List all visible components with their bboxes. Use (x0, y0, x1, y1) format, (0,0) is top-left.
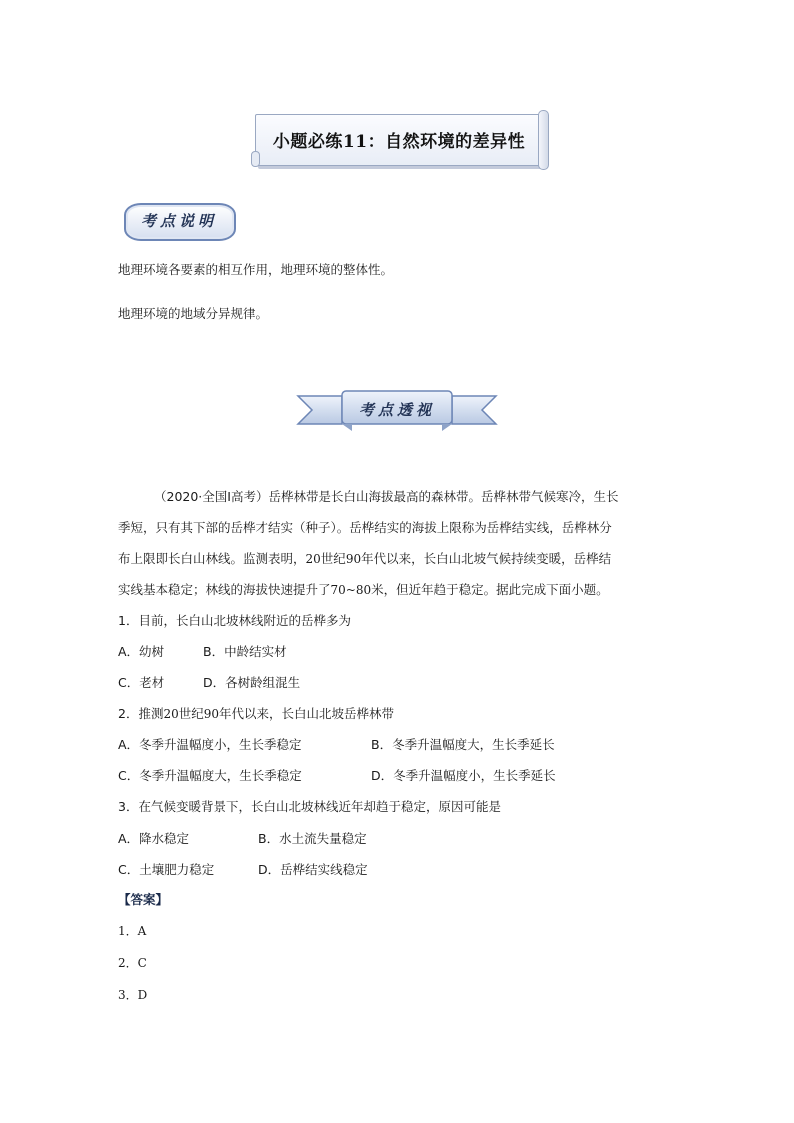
title-banner (255, 114, 543, 166)
section-badge-perspective (296, 388, 498, 434)
scroll-curl-left (251, 151, 260, 167)
passage-text: 布上限即长白山林线。监测表明， (118, 551, 306, 566)
passage-number: 90 (345, 552, 362, 566)
passage-text: 米，但近年趋于稳定。据此完成下面小题。 (371, 582, 609, 597)
answer-3: 3．D (118, 988, 148, 1002)
question-2-option-b: B．冬季升温幅度大，生长季延长 (371, 737, 555, 752)
explanation-line-2: 地理环境的地域分异规律。 (118, 306, 269, 321)
question-text: 世纪 (178, 706, 204, 721)
question-text: 2．推测 (118, 706, 164, 721)
explanation-line-1: 地理环境各要素的相互作用，地理环境的整体性。 (118, 262, 394, 277)
question-1-stem: 1．目前，长白山北坡林线附近的岳桦多为 (118, 613, 351, 628)
question-2-stem (118, 706, 394, 722)
passage-line-1: （2020·全国Ⅰ高考）岳桦林带是长白山海拔最高的森林带。岳桦林带气候寒冷，生长 (154, 489, 619, 504)
badge-label: 考点透视 (358, 401, 435, 419)
question-3-option-b: B．水土流失量稳定 (258, 831, 367, 846)
question-2-option-a: A．冬季升温幅度小，生长季稳定 (118, 737, 302, 752)
answer-1: 1．A (118, 924, 147, 938)
question-number: 20 (163, 707, 179, 721)
question-1-option-c: C．老材 (118, 675, 165, 690)
passage-line-2: 季短，只有其下部的岳桦才结实（种子）。岳桦结实的海拔上限称为岳桦结实线，岳桦林分 (118, 520, 612, 535)
question-2-option-d: D．冬季升温幅度小，生长季延长 (371, 768, 556, 783)
badge-label: 考点说明 (140, 212, 217, 230)
section-badge-explanation (124, 203, 234, 239)
question-3-option-c: C．土壤肥力稳定 (118, 862, 215, 877)
answer-2: 2．C (118, 956, 147, 970)
passage-line-3 (118, 551, 611, 567)
passage-number: 20 (305, 552, 321, 566)
passage-line-4 (118, 582, 609, 598)
question-1-option-d: D．各树龄组混生 (203, 675, 301, 690)
question-2-option-c: C．冬季升温幅度大，生长季稳定 (118, 768, 302, 783)
passage-number: 70~80 (330, 583, 372, 597)
question-text: 年代以来，长白山北坡岳桦林带 (219, 706, 395, 721)
question-1-option-a: A．幼树 (118, 644, 165, 659)
passage-text: 世纪 (320, 551, 346, 566)
question-number: 90 (203, 707, 220, 721)
question-3-stem: 3．在气候变暖背景下，长白山北坡林线近年却趋于稳定，原因可能是 (118, 799, 501, 814)
answer-label: 【答案】 (118, 892, 169, 907)
page-title: 小题必练11：自然环境的差异性 (272, 132, 526, 152)
passage-text: 年代以来，长白山北坡气候持续变暖，岳桦结 (361, 551, 612, 566)
question-3-option-d: D．岳桦结实线稳定 (258, 862, 368, 877)
question-3-option-a: A．降水稳定 (118, 831, 190, 846)
question-1-option-b: B．中龄结实材 (203, 644, 287, 659)
passage-text: 实线基本稳定；林线的海拔快速提升了 (118, 582, 331, 597)
